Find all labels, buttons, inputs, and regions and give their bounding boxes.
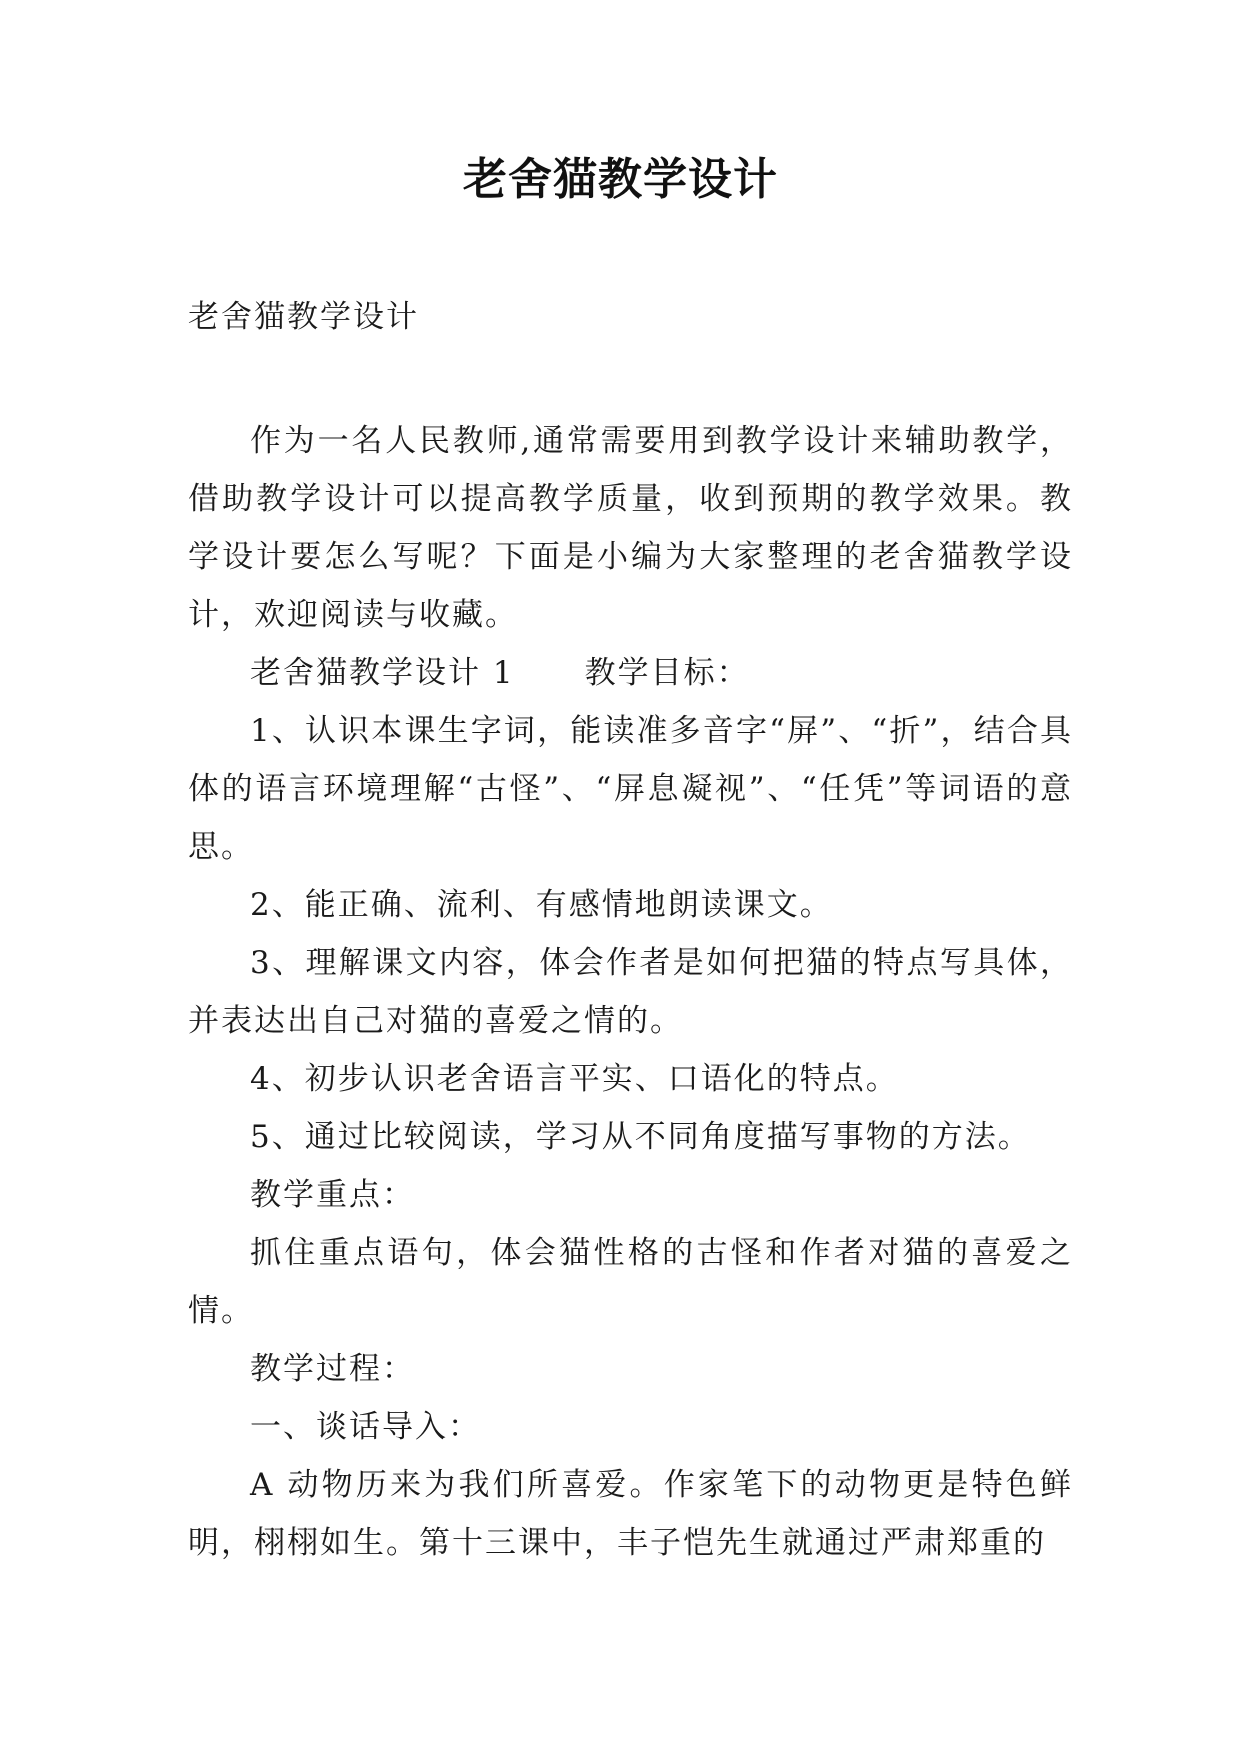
goal-item-3: 3、理解课文内容，体会作者是如何把猫的特点写具体，并表达出自己对猫的喜爱之情的。 — [188, 945, 1073, 1039]
key-point-heading: 教学重点： — [250, 1177, 415, 1213]
document-body — [188, 288, 1073, 1572]
document-subtitle: 老舍猫教学设计 — [188, 299, 419, 335]
goal-item-4: 4、初步认识老舍语言平实、口语化的特点。 — [250, 1061, 899, 1097]
section-1-line — [188, 644, 1073, 702]
spacer — [188, 346, 1073, 412]
step-1-text: A 动物历来为我们所喜爱。作家笔下的动物更是特色鲜明，栩栩如生。第十三课中，丰子恺先生就通过严肃郑重的 — [188, 1467, 1073, 1561]
process-heading: 教学过程： — [250, 1351, 415, 1387]
intro-paragraph: 作为一名人民教师,通常需要用到教学设计来辅助教学，借助教学设计可以提高教学质量，收到预期的教学效果。教学设计要怎么写呢？下面是小编为大家整理的老舍猫教学设计，欢迎阅读与收藏。 — [188, 423, 1073, 633]
goal-item-5: 5、通过比较阅读，学习从不同角度描写事物的方法。 — [250, 1119, 1031, 1155]
key-point-text: 抓住重点语句，体会猫性格的古怪和作者对猫的喜爱之情。 — [188, 1235, 1073, 1329]
teaching-goals-heading: 教学目标： — [584, 655, 750, 691]
step-1-heading: 一、谈话导入： — [250, 1409, 481, 1445]
goal-item-2: 2、能正确、流利、有感情地朗读课文。 — [250, 887, 833, 923]
goal-item-1: 1、认识本课生字词，能读准多音字“屏”、“折”，结合具体的语言环境理解“古怪”、“屏息凝视”、“任凭”等词语的意思。 — [188, 713, 1073, 865]
document-title: 老舍猫教学设计 — [463, 154, 778, 205]
section-1-title: 老舍猫教学设计 1 — [250, 655, 515, 691]
